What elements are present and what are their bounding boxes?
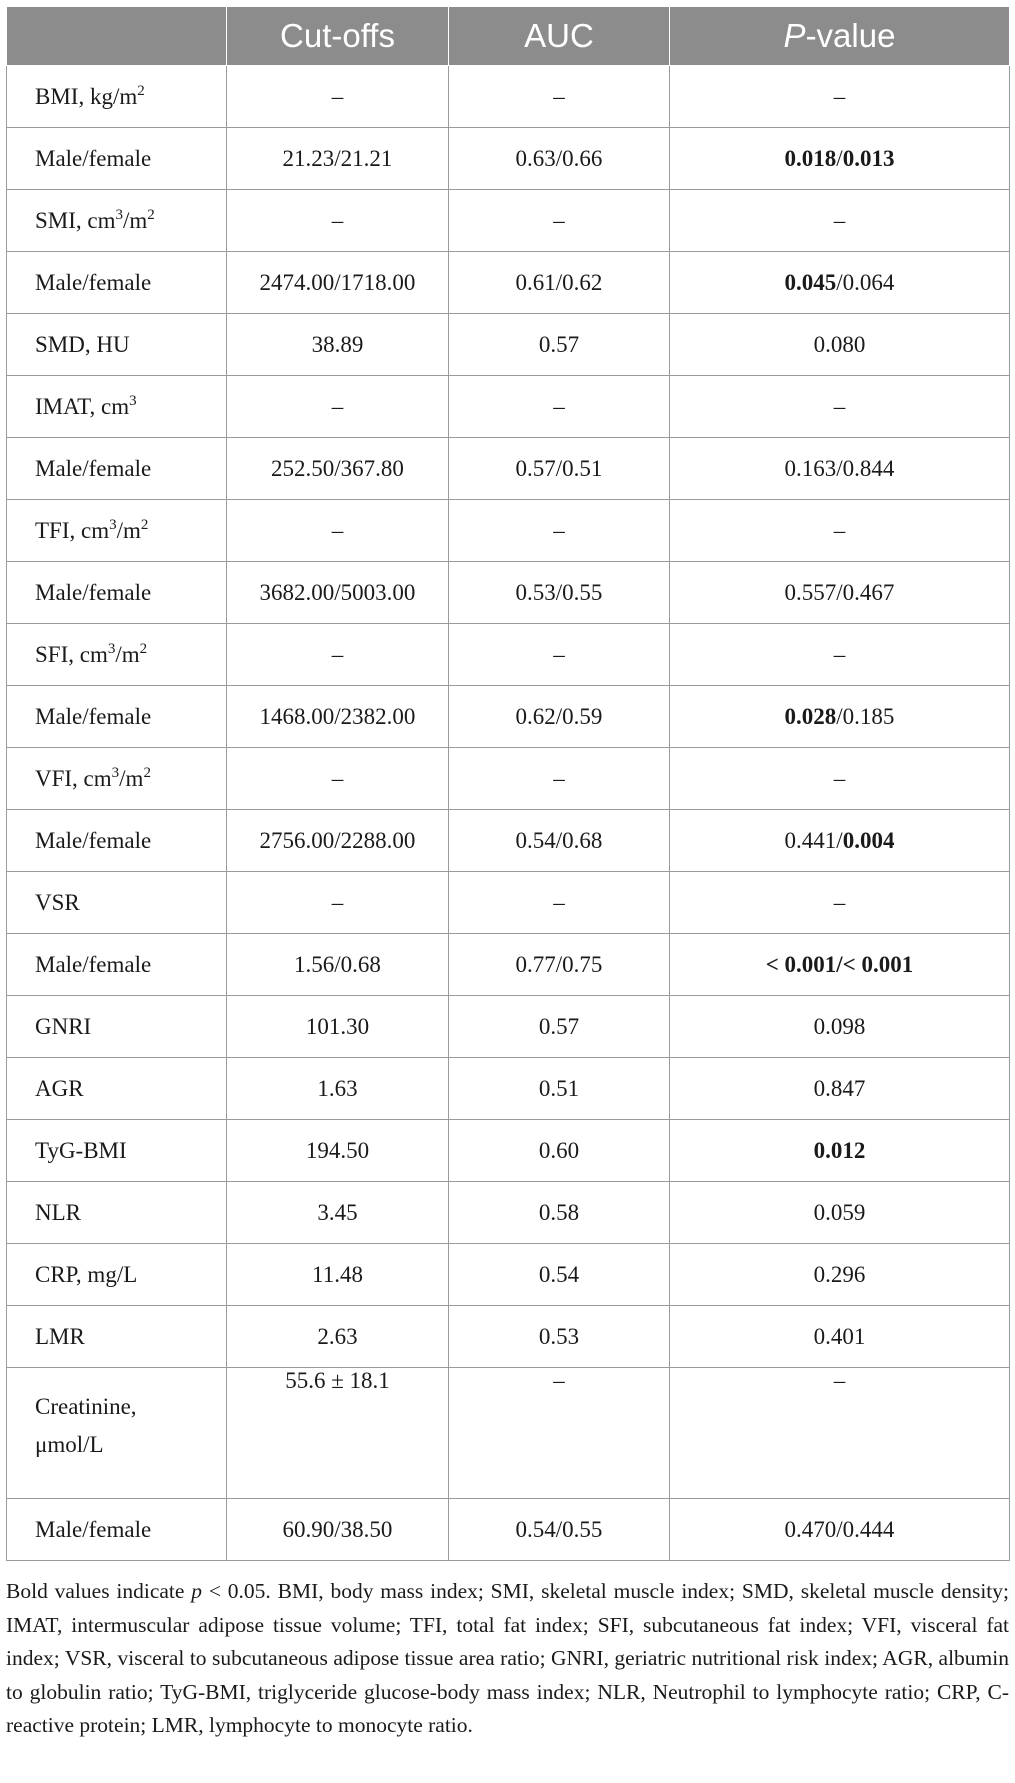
- row-label: IMAT, $cm^3$: [7, 376, 227, 438]
- table-row: [7, 996, 1010, 1058]
- auc-cell: –: [449, 190, 670, 252]
- auc-cell: 0.62/0.59: [449, 686, 670, 748]
- auc-cell: 0.57: [449, 314, 670, 376]
- cutoff-cell: –: [227, 872, 449, 934]
- table-row: [7, 1244, 1010, 1306]
- header-variable: [7, 7, 227, 66]
- pvalue-cell: –: [670, 748, 1010, 810]
- cutoff-cell: 101.30: [227, 996, 449, 1058]
- cutoff-cell: –: [227, 190, 449, 252]
- row-label: Male/female: [7, 562, 227, 624]
- row-label: NLR: [7, 1182, 227, 1244]
- auc-cell: 0.57: [449, 996, 670, 1058]
- table-row: [7, 810, 1010, 872]
- auc-cell: 0.77/0.75: [449, 934, 670, 996]
- table-row: [7, 748, 1010, 810]
- pvalue-cell: –: [670, 66, 1010, 128]
- pvalue-cell: –: [670, 376, 1010, 438]
- table-row: [7, 128, 1010, 190]
- pvalue-cell: 0.018/0.013: [670, 128, 1010, 190]
- auc-cell: –: [449, 376, 670, 438]
- pvalue-cell: 0.470/0.444: [670, 1499, 1010, 1561]
- cutoff-cell: 1.63: [227, 1058, 449, 1120]
- auc-cell: 0.63/0.66: [449, 128, 670, 190]
- row-label: VSR: [7, 872, 227, 934]
- row-label: Male/female: [7, 252, 227, 314]
- table-row: [7, 1499, 1010, 1561]
- auc-cell: 0.54/0.55: [449, 1499, 670, 1561]
- pvalue-cell: 0.163/0.844: [670, 438, 1010, 500]
- auc-cell: –: [449, 872, 670, 934]
- row-label: BMI, $kg/m^2$: [7, 66, 227, 128]
- cutoff-cell: –: [227, 500, 449, 562]
- pvalue-cell: –: [670, 624, 1010, 686]
- pvalue-cell: 0.441/0.004: [670, 810, 1010, 872]
- pvalue-cell: 0.045/0.064: [670, 252, 1010, 314]
- cutoff-cell: 3.45: [227, 1182, 449, 1244]
- row-label: SFI, $cm^3/m^2$: [7, 624, 227, 686]
- table-row: [7, 562, 1010, 624]
- row-label: LMR: [7, 1306, 227, 1368]
- table-row: [7, 624, 1010, 686]
- cutoff-cell: 3682.00/5003.00: [227, 562, 449, 624]
- cutoff-cell: 2.63: [227, 1306, 449, 1368]
- table-row: [7, 66, 1010, 128]
- cutoff-cell: 2474.00/1718.00: [227, 252, 449, 314]
- row-label: GNRI: [7, 996, 227, 1058]
- cutoff-cell: 194.50: [227, 1120, 449, 1182]
- auc-cell: –: [449, 66, 670, 128]
- cutoff-cell: –: [227, 66, 449, 128]
- header-cutoffs: Cut-offs: [227, 7, 449, 66]
- table-body: [7, 66, 1010, 1561]
- row-label: TyG-BMI: [7, 1120, 227, 1182]
- pvalue-cell: 0.028/0.185: [670, 686, 1010, 748]
- table-row: [7, 686, 1010, 748]
- row-label: Male/female: [7, 1499, 227, 1561]
- row-label: SMI, $cm^3/m^2$: [7, 190, 227, 252]
- header-row: [7, 7, 1010, 66]
- pvalue-cell: 0.847: [670, 1058, 1010, 1120]
- row-label: VFI, $cm^3/m^2$: [7, 748, 227, 810]
- pvalue-cell: –: [670, 872, 1010, 934]
- row-label: Male/female: [7, 128, 227, 190]
- table-row: [7, 934, 1010, 996]
- cutoff-cell: 11.48: [227, 1244, 449, 1306]
- header-auc: AUC: [449, 7, 670, 66]
- auc-cell: 0.57/0.51: [449, 438, 670, 500]
- row-label: Male/female: [7, 438, 227, 500]
- pvalue-cell: 0.401: [670, 1306, 1010, 1368]
- table-row: [7, 1368, 1010, 1499]
- auc-cell: 0.58: [449, 1182, 670, 1244]
- auc-cell: 0.53: [449, 1306, 670, 1368]
- auc-cell: 0.54/0.68: [449, 810, 670, 872]
- cutoff-cell: 21.23/21.21: [227, 128, 449, 190]
- row-label: Male/female: [7, 810, 227, 872]
- table-row: [7, 376, 1010, 438]
- table-row: [7, 438, 1010, 500]
- row-label: Male/female: [7, 934, 227, 996]
- auc-cell: –: [449, 500, 670, 562]
- table-row: [7, 190, 1010, 252]
- auc-cell: 0.53/0.55: [449, 562, 670, 624]
- header-pvalue: P-value: [670, 7, 1010, 66]
- auc-cell: 0.61/0.62: [449, 252, 670, 314]
- pvalue-cell: 0.080: [670, 314, 1010, 376]
- table-row: [7, 252, 1010, 314]
- cutoff-cell: 1.56/0.68: [227, 934, 449, 996]
- table-row: [7, 1182, 1010, 1244]
- pvalue-cell: –: [670, 500, 1010, 562]
- pvalue-cell: 0.012: [670, 1120, 1010, 1182]
- pvalue-cell: –: [670, 190, 1010, 252]
- table-row: [7, 314, 1010, 376]
- auc-cell: –: [449, 748, 670, 810]
- table-footnote: Bold values indicate p < 0.05. BMI, body mass index; SMI, skeletal muscle index; SMD, skeletal muscle density; IMAT, intermuscular adipose tissue volume; TFI, total fat index; SFI, subcutaneous fat index; VFI, visceral fat index; VSR, visceral to subcutaneous adipose tissue area ratio; GNRI, geriatric nutritional risk index; AGR, albumin to globulin ratio; TyG-BMI, triglyceride glucose-body mass index; NLR, Neutrophil to lymphocyte ratio; CRP, C-reactive protein; LMR, lymphocyte to monocyte ratio.: [6, 1579, 1010, 1737]
- auc-cell: –: [449, 624, 670, 686]
- pvalue-cell: –: [670, 1368, 1010, 1499]
- auc-cell: –: [449, 1368, 670, 1499]
- cutoff-cell: –: [227, 376, 449, 438]
- cutoff-cell: 38.89: [227, 314, 449, 376]
- pvalue-cell: 0.059: [670, 1182, 1010, 1244]
- row-label: AGR: [7, 1058, 227, 1120]
- table-row: [7, 1120, 1010, 1182]
- auc-cell: 0.51: [449, 1058, 670, 1120]
- cutoff-cell: 55.6 ± 18.1: [227, 1368, 449, 1499]
- pvalue-cell: 0.296: [670, 1244, 1010, 1306]
- row-label: TFI, $cm^3/m^2$: [7, 500, 227, 562]
- cutoff-cell: 60.90/38.50: [227, 1499, 449, 1561]
- cutoff-cell: –: [227, 624, 449, 686]
- pvalue-cell: 0.098: [670, 996, 1010, 1058]
- table-container: [6, 6, 1009, 1743]
- pvalue-cell: < 0.001/< 0.001: [670, 934, 1010, 996]
- table-row: [7, 1058, 1010, 1120]
- table-row: [7, 500, 1010, 562]
- table-row: [7, 1306, 1010, 1368]
- table-row: [7, 872, 1010, 934]
- row-label: Creatinine, μmol/L: [7, 1368, 227, 1499]
- row-label: SMD, HU: [7, 314, 227, 376]
- row-label: CRP, mg/L: [7, 1244, 227, 1306]
- cutoff-cell: 2756.00/2288.00: [227, 810, 449, 872]
- cutoff-cell: 252.50/367.80: [227, 438, 449, 500]
- auc-cell: 0.54: [449, 1244, 670, 1306]
- cutoff-cell: 1468.00/2382.00: [227, 686, 449, 748]
- results-table: [6, 6, 1010, 1561]
- row-label: Male/female: [7, 686, 227, 748]
- pvalue-cell: 0.557/0.467: [670, 562, 1010, 624]
- cutoff-cell: –: [227, 748, 449, 810]
- auc-cell: 0.60: [449, 1120, 670, 1182]
